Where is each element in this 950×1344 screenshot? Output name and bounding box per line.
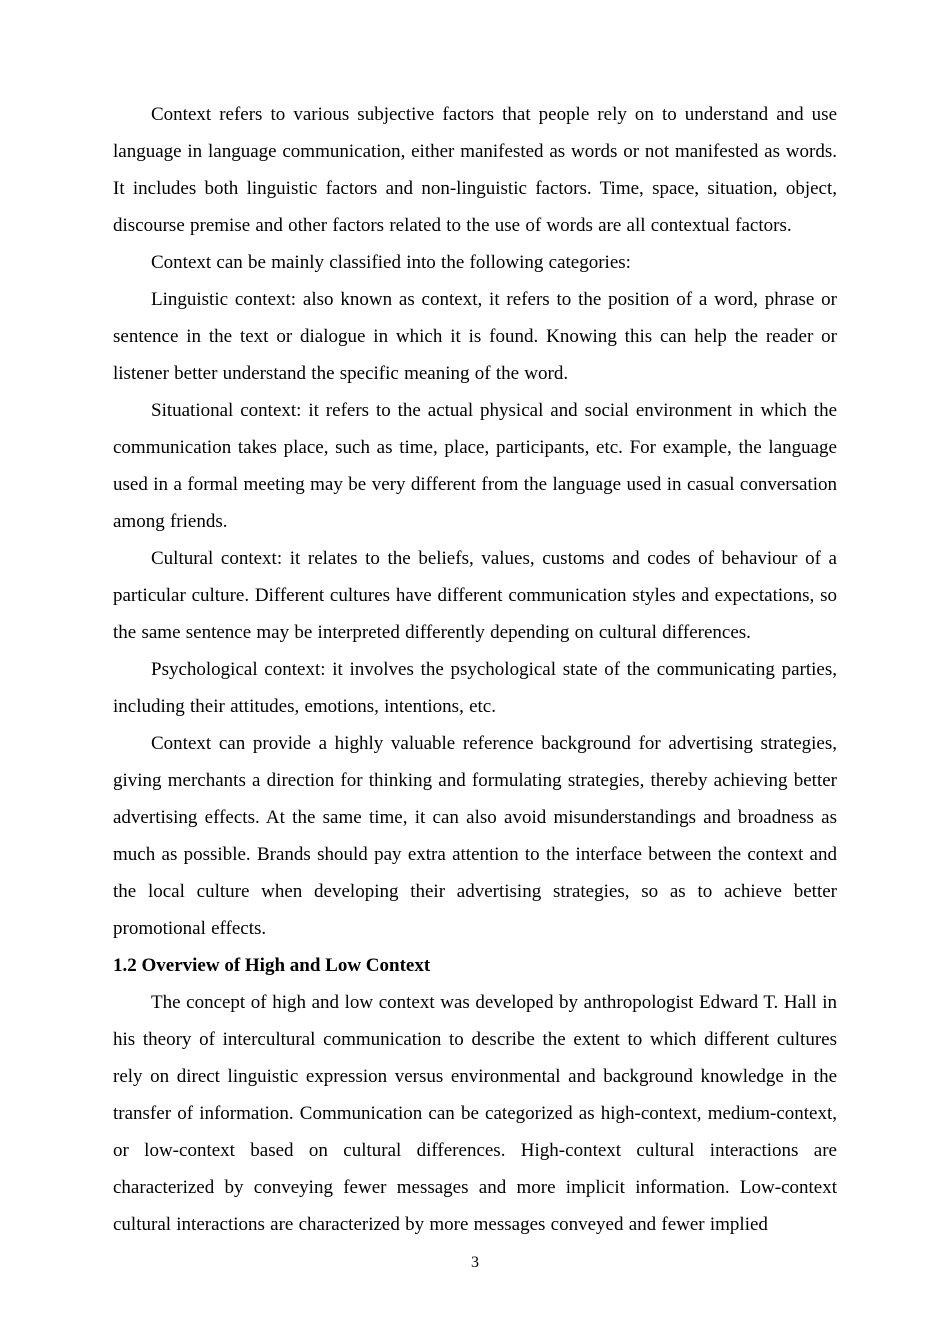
paragraph-context-definition: Context refers to various subjective factors that people rely on to understand and use language in language communication, either manifested as words or not manifested as words. It includes both linguistic factors and non-linguistic factors. Time, space, situation, object, discourse premise and other factors related to the use of words are all contextual factors. — [113, 104, 837, 236]
section-heading-1-2: 1.2 Overview of High and Low Context — [113, 955, 431, 976]
paragraph-categories-intro: Context can be mainly classified into the following categories: — [151, 252, 631, 273]
paragraph-high-low-context: The concept of high and low context was developed by anthropologist Edward T. Hall in his theory of intercultural communication to describe the extent to which different cultures rely on direct linguistic expression versus environmental and background knowledge in the transfer of information. Communication can be categorized as high-context, medium-context, or low-context based on cultural differences. High-context cultural interactions are characterized by conveying fewer messages and more implicit information. Low-context cultural interactions are characterized by more messages conveyed and fewer implied — [113, 992, 837, 1235]
paragraph-linguistic-context: Linguistic context: also known as context, it refers to the position of a word, phrase or sentence in the text or dialogue in which it is found. Knowing this can help the reader or listener better understand the specific meaning of the word. — [113, 289, 837, 384]
paragraph-cultural-context: Cultural context: it relates to the beliefs, values, customs and codes of behaviour of a particular culture. Different cultures have different communication styles and expectations, so the same sentence may be interpreted differently depending on cultural differences. — [113, 548, 837, 643]
paragraph-advertising-strategies: Context can provide a highly valuable reference background for advertising strategies, giving merchants a direction for thinking and formulating strategies, thereby achieving better advertising effects. At the same time, it can also avoid misunderstandings and broadness as much as possible. Brands should pay extra attention to the interface between the context and the local culture when developing their advertising strategies, so as to achieve better promotional effects. — [113, 733, 837, 939]
page-number: 3 — [471, 1254, 479, 1271]
paragraph-situational-context: Situational context: it refers to the actual physical and social environment in which the communication takes place, such as time, place, participants, etc. For example, the language used in a formal meeting may be very different from the language used in casual conversation among friends. — [113, 400, 837, 532]
paragraph-psychological-context: Psychological context: it involves the psychological state of the communicating parties, including their attitudes, emotions, intentions, etc. — [113, 659, 837, 717]
page-content — [113, 96, 837, 1243]
